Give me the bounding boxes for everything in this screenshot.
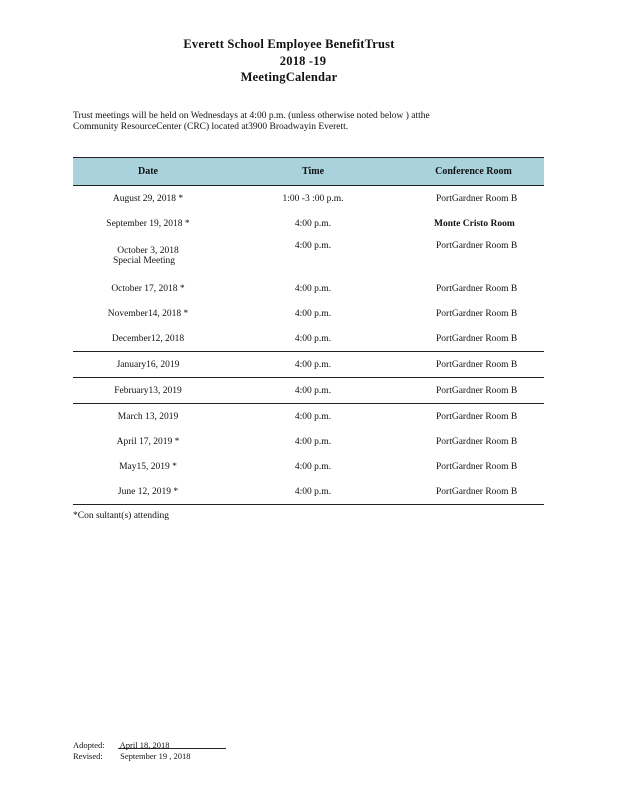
cell-time: 4:00 p.m. xyxy=(223,404,403,430)
cell-time: 4:00 p.m. xyxy=(294,461,332,472)
meeting-date: January16, 2019 xyxy=(116,359,180,370)
revised-line xyxy=(73,751,190,761)
cell-date xyxy=(73,429,223,454)
meeting-date: May15, 2019 * xyxy=(119,461,177,472)
conference-room-name: PortGardner Room B xyxy=(436,193,518,204)
doc-title-line2: 2018 -19 xyxy=(279,54,327,68)
cell-time: 4:00 p.m. xyxy=(294,283,332,294)
cell-conference-room xyxy=(403,326,544,352)
meeting-date: August 29, 2018 * xyxy=(112,193,184,204)
conference-room-name: Monte Cristo Room xyxy=(434,218,515,229)
cell-time: 4:00 p.m. xyxy=(294,436,332,447)
adopted-underline xyxy=(118,748,226,749)
meeting-date: October 17, 2018 * xyxy=(111,283,185,294)
adopted-label: Adopted: xyxy=(73,740,105,750)
conference-room-name: PortGardner Room B xyxy=(436,241,518,251)
cell-time: 4:00 p.m. xyxy=(294,218,332,229)
table-row xyxy=(73,276,544,301)
header-date: Date xyxy=(73,158,223,186)
cell-date xyxy=(73,211,223,236)
cell-conference-room xyxy=(403,352,544,378)
conference-room-name: PortGardner Room B xyxy=(436,308,518,319)
cell-time: 4:00 p.m. xyxy=(223,378,403,404)
meeting-date: March 13, 2019 xyxy=(117,411,179,422)
meeting-date: November14, 2018 * xyxy=(107,308,189,319)
adopted-date: April 18, 2018 xyxy=(119,740,170,750)
cell-date xyxy=(73,186,223,212)
revised-label: Revised: xyxy=(73,751,103,761)
conference-room-name: PortGardner Room B xyxy=(436,283,518,294)
conference-room-name: PortGardner Room B xyxy=(436,359,518,370)
conference-room-name: PortGardner Room B xyxy=(436,486,518,497)
cell-date xyxy=(73,276,223,301)
table-row xyxy=(73,211,544,236)
meeting-date-note: Special Meeting xyxy=(113,256,175,266)
table-row xyxy=(73,378,544,404)
cell-date xyxy=(73,352,223,378)
table-row xyxy=(73,326,544,352)
table-row xyxy=(73,186,544,212)
cell-conference-room xyxy=(403,211,544,236)
cell-conference-room xyxy=(403,404,544,430)
table-body xyxy=(73,186,544,505)
cell-date xyxy=(73,378,223,404)
meeting-date: June 12, 2019 * xyxy=(117,486,179,497)
conference-room-name: PortGardner Room B xyxy=(436,461,518,472)
cell-date xyxy=(73,404,223,430)
conference-room-name: PortGardner Room B xyxy=(436,385,518,396)
cell-conference-room xyxy=(403,276,544,301)
doc-title-line1: Everett School Employee BenefitTrust xyxy=(183,37,395,51)
table-row xyxy=(73,429,544,454)
header-time: Time xyxy=(223,158,403,186)
cell-conference-room xyxy=(403,454,544,479)
meeting-date: October 3, 2018 xyxy=(117,246,179,256)
table-header-row xyxy=(73,158,544,186)
table-row xyxy=(73,454,544,479)
intro-line2: Community ResourceCenter (CRC) located at3900 Broadwayin Everett. xyxy=(73,122,349,132)
intro-line1: Trust meetings will be held on Wednesdays at 4:00 p.m. (unless otherwise noted below ) atthe xyxy=(73,111,430,121)
consultant-note: *Con sultant(s) attending xyxy=(73,511,170,521)
cell-date xyxy=(73,479,223,505)
table-row xyxy=(73,479,544,505)
cell-time: 4:00 p.m. xyxy=(294,333,332,344)
cell-conference-room xyxy=(403,378,544,404)
cell-time: 4:00 p.m. xyxy=(223,352,403,378)
cell-conference-room xyxy=(403,301,544,326)
conference-room-name: PortGardner Room B xyxy=(436,436,518,447)
cell-conference-room xyxy=(403,236,544,276)
cell-conference-room xyxy=(403,479,544,505)
cell-time: 4:00 p.m. xyxy=(294,308,332,319)
cell-date xyxy=(73,454,223,479)
table-row xyxy=(73,352,544,378)
revised-date: September 19 , 2018 xyxy=(120,751,191,761)
cell-date xyxy=(73,301,223,326)
cell-conference-room xyxy=(403,186,544,212)
cell-time: 4:00 p.m. xyxy=(294,241,332,251)
meeting-date: April 17, 2019 * xyxy=(116,436,180,447)
meeting-date: December12, 2018 xyxy=(111,333,185,344)
cell-time: 1:00 -3 :00 p.m. xyxy=(282,193,344,204)
header-conference-room: Conference Room xyxy=(403,158,544,186)
meeting-calendar-table xyxy=(73,157,544,505)
meeting-date: February13, 2019 xyxy=(114,385,182,396)
conference-room-name: PortGardner Room B xyxy=(436,333,518,344)
table-row xyxy=(73,404,544,430)
cell-date xyxy=(73,326,223,352)
conference-room-name: PortGardner Room B xyxy=(436,411,518,422)
meeting-date: September 19, 2018 * xyxy=(106,218,190,229)
cell-time: 4:00 p.m. xyxy=(223,479,403,505)
table-row xyxy=(73,236,544,276)
table-row xyxy=(73,301,544,326)
doc-title-line3: MeetingCalendar xyxy=(240,70,338,84)
cell-date xyxy=(73,236,223,276)
cell-conference-room xyxy=(403,429,544,454)
